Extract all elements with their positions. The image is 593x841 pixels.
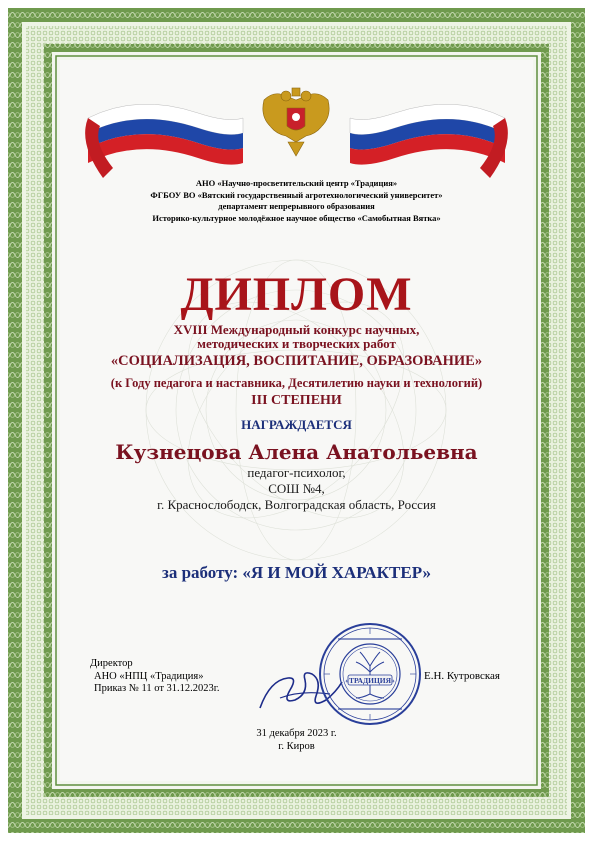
official-stamp <box>318 622 422 726</box>
diploma-title: ДИПЛОМ <box>180 268 413 321</box>
recipient-name: Кузнецова Алена Анатольевна <box>115 440 478 464</box>
recipient-position: педагог-психолог, <box>247 465 346 480</box>
signatory-name: Е.Н. Кутровская <box>424 670 500 682</box>
work-title: за работу: «Я И МОЙ ХАРАКТЕР» <box>162 563 431 582</box>
signatory-role: Директор <box>90 658 133 669</box>
stamp-center-text: «ТРАДИЦИЯ» <box>345 676 395 685</box>
org-line-4: Историко-культурное молодёжное научное общество «Самобытная Вятка» <box>152 213 441 223</box>
signatory-org: АНО «НПЦ «Традиция» <box>94 670 204 682</box>
recipient-school: СОШ №4, <box>268 481 325 496</box>
contest-line-1: XVIII Международный конкурс научных, <box>173 322 420 337</box>
coat-of-arms-emblem <box>256 86 336 158</box>
awarded-label: НАГРАЖДАЕТСЯ <box>241 417 352 432</box>
contest-dedication: (к Году педагога и наставника, Десятилетию науки и технологий) <box>110 376 483 390</box>
signatory-order: Приказ № 11 от 31.12.2023г. <box>94 683 220 694</box>
right-flag-ribbon <box>345 88 515 188</box>
contest-line-2: методических и творческих работ <box>197 336 396 351</box>
issue-city: г. Киров <box>278 741 315 752</box>
signatory-block <box>90 658 220 696</box>
org-line-1: АНО «Научно-просветительский центр «Традиция» <box>195 178 398 188</box>
left-flag-ribbon <box>78 88 248 188</box>
org-line-3: департамент непрерывного образования <box>218 201 375 211</box>
recipient-location: г. Краснослободск, Волгоградская область, Россия <box>157 497 436 512</box>
contest-degree: III СТЕПЕНИ <box>251 393 342 408</box>
org-line-2: ФГБОУ ВО «Вятский государственный агротехнологический университет» <box>150 190 443 200</box>
issue-date: 31 декабря 2023 г. <box>256 728 337 739</box>
contest-name: «СОЦИАЛИЗАЦИЯ, ВОСПИТАНИЕ, ОБРАЗОВАНИЕ» <box>110 353 483 369</box>
